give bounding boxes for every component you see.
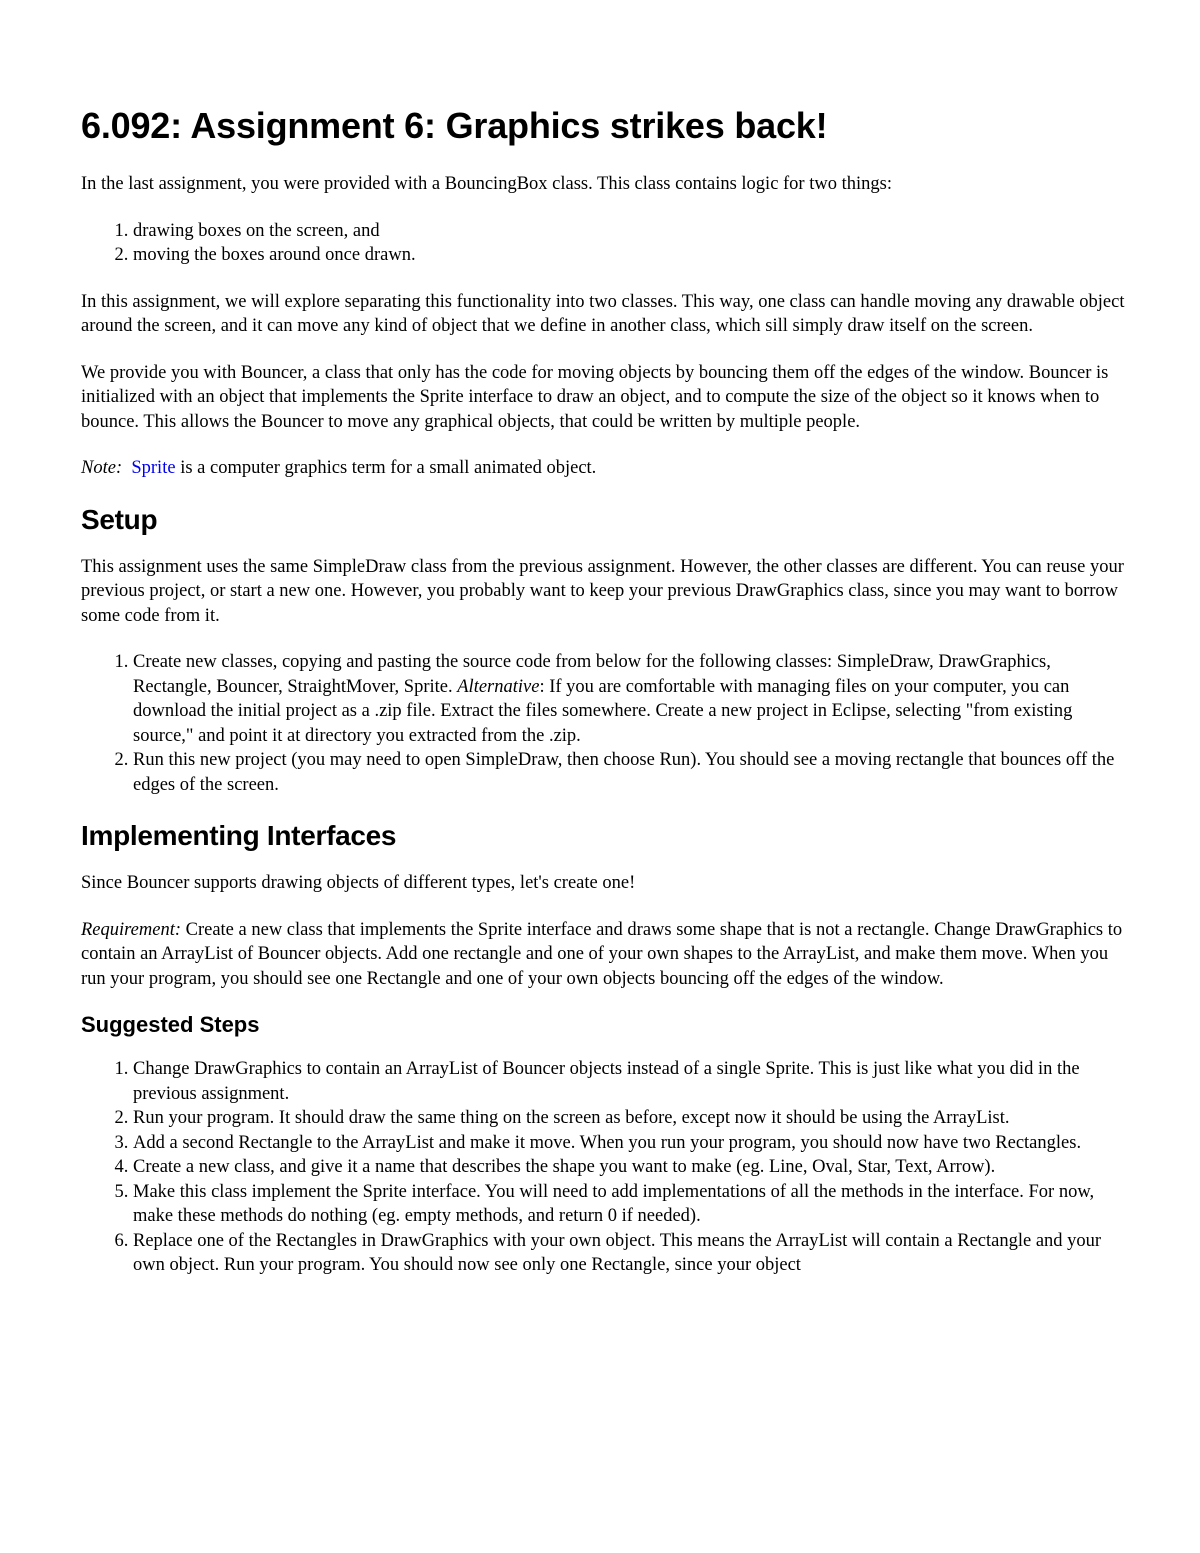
requirement-text: Create a new class that implements the Sprite interface and draws some shape that is not a rectangle. Change DrawGraphics to contain an ArrayList of Bouncer objects. Add one rectangle and one of your own shapes to the ArrayList, and make them move. When you run your program, you should see one Rectangle and one of your own objects bouncing off the edges of the window.: [81, 919, 1123, 989]
suggested-step: 4. Create a new class, and give it a name that describes the shape you want to make (eg. Line, Oval, Star, Text, Arrow).: [133, 1155, 1126, 1180]
intro-paragraph-2: In this assignment, we will explore separating this functionality into two classes. This way, one class can handle moving any drawable object around the screen, and it can move any kind of object that we define in another class, which sill simply draw itself on the screen.: [81, 291, 1125, 336]
intro-list-item: 2. moving the boxes around once drawn.: [133, 243, 1126, 268]
implementing-heading: Implementing Interfaces: [81, 820, 397, 851]
setup-heading: Setup: [81, 503, 158, 535]
suggested-step: 5. Make this class implement the Sprite interface. You will need to add implementations of all the methods in the interface. For now, make these methods do nothing (eg. empty methods, and return 0 if needed).: [133, 1180, 1126, 1229]
setup-step-1-text-b: : If you are comfortable with managing files on your computer, you can download the initial project as a .zip file. Extract the files somewhere. Create a new project in Eclipse, selecting "from existing source," and point it at directory you extracted from the .zip.: [133, 676, 1073, 746]
setup-step-1-text-a: Create new classes, copying and pasting the source code from below for the following classes: SimpleDraw, DrawGraphics, Rectangle, Bouncer, StraightMover, Sprite.: [133, 652, 1051, 697]
sprite-link[interactable]: Sprite: [131, 458, 176, 478]
suggested-step: 1. Change DrawGraphics to contain an ArrayList of Bouncer objects instead of a single Sprite. This is just like what you did in the previous assignment.: [133, 1057, 1126, 1106]
setup-paragraph: This assignment uses the same SimpleDraw class from the previous assignment. However, the other classes are different. You can reuse your previous project, or start a new one. However, you probably want to keep your previous DrawGraphics class, since you may want to borrow some code from it.: [81, 556, 1124, 626]
setup-step: 2. Run this new project (you may need to open SimpleDraw, then choose Run). You should see a moving rectangle that bounces off the edges of the screen.: [133, 748, 1126, 797]
intro-list-item: 1. drawing boxes on the screen, and: [133, 219, 1126, 244]
suggested-steps-heading: Suggested Steps: [81, 1012, 260, 1037]
note-text: is a computer graphics term for a small animated object.: [175, 458, 597, 478]
setup-step: [133, 650, 1126, 748]
requirement-paragraph: [81, 918, 1126, 992]
intro-paragraph-1: In the last assignment, you were provided with a BouncingBox class. This class contains logic for two things:: [81, 174, 892, 194]
page-title: 6.092: Assignment 6: Graphics strikes back!: [81, 105, 828, 146]
note-label: Note:: [81, 458, 123, 478]
setup-steps-list: [81, 650, 1126, 797]
note-paragraph: [81, 456, 1126, 481]
alternative-label: Alternative: [457, 676, 540, 697]
suggested-step: 3. Add a second Rectangle to the ArrayList and make it move. When you run your program, you should now have two Rectangles.: [133, 1131, 1126, 1156]
suggested-steps-list: [81, 1057, 1126, 1278]
intro-paragraph-3: We provide you with Bouncer, a class that only has the code for moving objects by bouncing them off the edges of the window. Bouncer is initialized with an object that implements the Sprite interface to draw an object, and to compute the size of the object so it knows when to bounce. This allows the Bouncer to move any graphical objects, that could be written by multiple people.: [81, 362, 1109, 432]
intro-list: [81, 219, 1126, 268]
document-content: [81, 104, 1126, 1300]
requirement-label: Requirement:: [81, 919, 181, 940]
implementing-paragraph: Since Bouncer supports drawing objects of different types, let's create one!: [81, 873, 636, 893]
suggested-step: 6. Replace one of the Rectangles in DrawGraphics with your own object. This means the ArrayList will contain a Rectangle and your own object. Run your program. You should now see only one Rectangle, since your object: [133, 1229, 1126, 1278]
suggested-step: 2. Run your program. It should draw the same thing on the screen as before, except now it should be using the ArrayList.: [133, 1106, 1126, 1131]
